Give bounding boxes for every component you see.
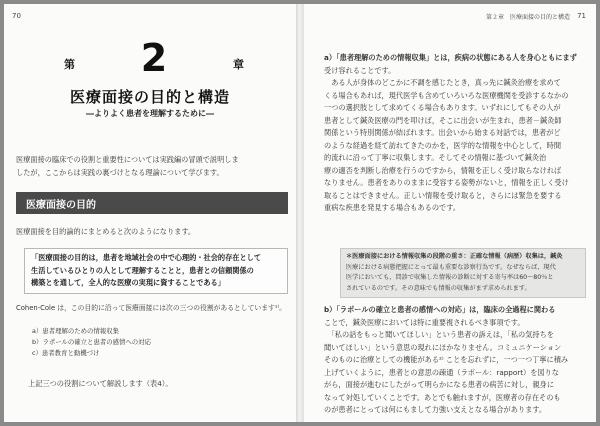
text-line: がら，面接が進むにしたがって明らかになる患者の病苦に対し，親身に [324, 380, 555, 389]
section-heading-bar [16, 192, 288, 214]
text-line: ことで，鍼灸医療においては特に重要視されるべき事項です。 [324, 317, 525, 327]
text-line: 重病な疾患を発見する場合もあるのです。 [324, 203, 460, 212]
section-heading: 医療面接の目的 [26, 200, 96, 211]
quote-line: 「医療面接の目的は，患者を地域社会の中で心理的・社会的存在として [31, 253, 262, 262]
chapter-title: 医療面接の目的と構造 [69, 88, 230, 106]
text-line: 患者として鍼灸医療の門を叩けば，そこに出会いが生まれ，患者－鍼灸師 [324, 115, 562, 125]
cohen-text: Cohen-Cole は，この目的に沿って医療面接には次の三つの役割があるとしています¹⁾。 [16, 304, 286, 312]
paragraph-a [324, 52, 586, 215]
list-item: b）ラポールの確立と患者の感情への対応 [32, 338, 151, 346]
list-item: a）患者理解のための情報収集 [32, 327, 119, 335]
right-page [304, 4, 596, 422]
text-line: 関係という特別関係が結ばれます。出会いから始まる対話では，患者がど [324, 128, 561, 137]
purpose-quote-box [24, 248, 288, 294]
chapter-number-block [48, 36, 260, 84]
purpose-quote [25, 249, 287, 293]
text-line: ある人が身体のどこかに不調を感じたとき，真っ先に鍼灸治療を求めて [324, 78, 561, 87]
intro-line: 医療面接の臨床での役割と重要性については実践編の冒頭で説明しま [16, 155, 239, 164]
note-line: 医療における病態把握にとって最も重要な診察行為です。なぜならば，現代 [346, 263, 556, 271]
text-line: 療の適否を判断し治療を行うのですから，情報を正しく受け取らなければ [324, 165, 562, 175]
quote-line: 生活しているひとりの人として理解することと，患者との信頼関係の [31, 265, 254, 275]
book-gutter [296, 4, 304, 422]
note-line: 医学においても，問診で収集した情報の診断に対する寄与率は60～80％と [346, 274, 554, 281]
text-line: 「私の話をもっと聞いてほしい」という患者の訴えは，「私の気持ちを [324, 330, 554, 339]
paragraph-b [324, 304, 586, 417]
text-line: なりません。患者をありのままに受容する姿勢がないと，情報を正しく受け [324, 178, 569, 187]
list-item: c）患者教育と動機づけ [32, 349, 100, 357]
information-note-box [340, 248, 586, 298]
text-line: 一つの選択肢として求めてくる場合もあります。いずれにしてもその人が [324, 103, 561, 112]
roles-list [32, 326, 151, 359]
closing-text: 上記三つの役割について解説します（表4）。 [28, 379, 173, 388]
text-line: 上げていくように，患者との意思の疎通（ラポール：rapport）を図りな [324, 367, 559, 377]
note-text [341, 249, 585, 297]
quote-line: 構築とを通して，全人的な医療の実現に資することである」 [31, 278, 225, 287]
text-line: そのものに治療としての機能がある²⁾ ことを忘れずに，一つ一つ丁寧に積み [324, 355, 569, 364]
intro-paragraph [16, 154, 286, 179]
text-line: なって対処していくことです。あとでも触れますが，医療者の存在そのも [324, 392, 561, 402]
text-line: のような経過を経て訪れてきたのかを，医学的な情報を中心として，時間 [324, 140, 562, 150]
text-line: 取ることはできません。正しい情報を受け取ると，さらには緊急を要する [324, 190, 562, 200]
section-lead: 医療面接を目的論的にまとめると次のようになります。 [16, 227, 196, 236]
chapter-subtitle: ―よりよく患者を理解するために― [86, 109, 214, 118]
running-head: 第２章 医療面接の目的と構造 [485, 14, 570, 21]
text-line: 聞いてほしい」という意思の現れにほかなりません。コミュニケーション [324, 342, 562, 352]
note-line: されているのです。その意味でも情報の収集がまず求められます。 [346, 284, 531, 292]
text-line: のが患者にとっては何にもまして力強い支えとなる場合があります。 [324, 405, 547, 414]
text-line: b）「ラポールの確立と患者の感情への対応」は，臨床の全過程に関わる [324, 305, 556, 314]
chapter-suffix: 章 [233, 58, 244, 71]
text-line: くる場合もあれば，現代医学も含めていろいろな医療機関を受診するなかの [324, 90, 569, 100]
text-line: a）「患者理解のための情報収集」とは，疾病の状態にある人を身心ともにまず [324, 53, 577, 62]
note-line: ＊医療面接における情報収集の段階の重さ：正確な情報（病歴）収集は，鍼灸 [346, 253, 563, 260]
chapter-number: 2 [140, 36, 168, 80]
text-line: 受け容れることです。 [324, 65, 396, 75]
left-page [4, 4, 296, 422]
intro-line: したが，ここからは実践の裏づけとなる理論について学びます。 [16, 167, 224, 177]
page-number-left: 70 [12, 12, 21, 20]
text-line: 的流れに沿って丁寧に収集します。そしてその情報に基づいて鍼灸治 [324, 153, 547, 162]
chapter-prefix: 第 [64, 58, 75, 71]
page-number-right: 71 [577, 12, 586, 20]
